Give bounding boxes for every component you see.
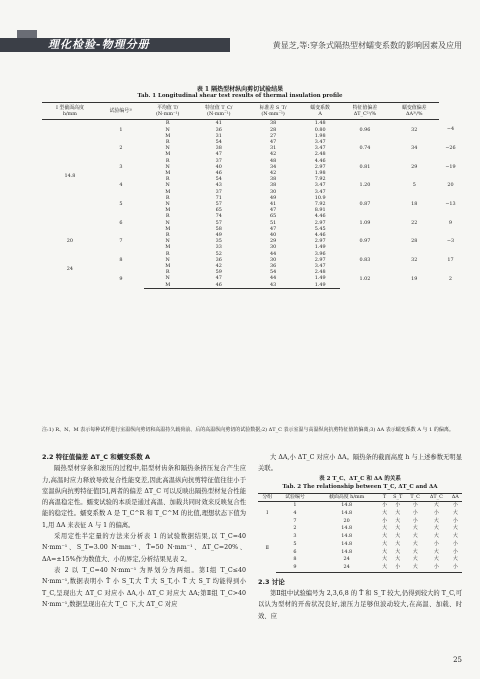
- table2-cell: 大: [395, 517, 401, 524]
- tc-deviation-cell: 29: [411, 163, 418, 170]
- std-dev-cell: 2.48: [314, 151, 326, 158]
- tc-deviation-cell: 19: [411, 275, 418, 282]
- condition-cell: N: [165, 275, 170, 282]
- page-number: 25: [453, 656, 462, 664]
- table2-cell: 小: [452, 517, 458, 524]
- table2-cell: 小: [452, 540, 458, 547]
- table2-cell: 5: [293, 540, 297, 547]
- std-dev-cell: 3.47: [314, 263, 326, 270]
- characteristic-value-cell: 44: [269, 275, 277, 282]
- std-dev-cell: 10.9: [314, 194, 326, 201]
- table2-cell: 9: [276, 564, 313, 572]
- std-dev-cell: 2.97: [314, 256, 326, 263]
- table2-cell: 大: [395, 548, 401, 555]
- mean-value-cell: 57: [215, 219, 222, 226]
- condition-cell: M: [165, 188, 171, 195]
- table2-cell: 小: [389, 564, 406, 572]
- mean-value-cell: 47: [215, 275, 222, 282]
- table2-cell: 14.8: [341, 533, 353, 540]
- table2-cell: 14.8: [341, 540, 353, 547]
- table1-header-cell: 平均值 T/ (N·mm⁻¹): [144, 103, 191, 120]
- table2-cell: 小: [449, 564, 462, 572]
- mean-value-cell: 38: [215, 145, 222, 152]
- mean-value-cell: 43: [215, 182, 222, 189]
- table2-cell: 大: [382, 540, 387, 547]
- condition-cell: R: [165, 213, 170, 220]
- characteristic-value-cell: 47: [269, 225, 277, 232]
- specimen-id-cell: 5: [119, 201, 123, 208]
- table1-note: 注:1) R、N、M 表示每种试样进行室温纵向剪切和高温持久载荷前、后的高温纵向剪切的试验数据;2) ΔT_C 表示室温与高温纵向抗剪特征值的偏离;3) ΔA 表示蠕变系数 A 与 1 的偏离。: [42, 427, 454, 433]
- table1-header-cell: 特征值 T_C/ (N·mm⁻¹): [191, 103, 246, 120]
- table2-header-cell: 截面高度 h/mm: [313, 493, 379, 502]
- table1: [42, 102, 462, 289]
- table2-cell: 24: [343, 556, 350, 563]
- table2-header-cell: T̄: [380, 493, 389, 502]
- std-dev-cell: 2.48: [314, 269, 326, 276]
- std-dev-cell: 4.46: [314, 232, 326, 239]
- table2-cell: 大: [382, 525, 387, 532]
- table2-cell: 4: [293, 510, 297, 516]
- table2-cell: 大: [382, 548, 387, 555]
- condition-cell: N: [165, 163, 170, 170]
- specimen-id-cell: 6: [119, 219, 123, 226]
- table2-cell: 小: [424, 564, 449, 572]
- std-dev-cell: 5.45: [314, 225, 326, 232]
- height-cell: 24: [66, 266, 74, 273]
- std-dev-cell: 7.92: [314, 201, 326, 208]
- table1-header-cell: 蠕变值偏差 ΔA³⁾/%: [390, 103, 439, 120]
- table-row: [258, 502, 462, 510]
- table2-header-cell: ΔA: [449, 493, 462, 502]
- table2-cell: 14.8: [341, 502, 353, 509]
- table2-header-row: [258, 493, 462, 502]
- table2-cell: 2: [293, 525, 297, 532]
- table2-cell: 14.8: [341, 525, 353, 532]
- std-dev-cell: 1.49: [314, 275, 326, 282]
- specimen-id-cell: 4: [119, 182, 123, 189]
- table2-cell: 大: [395, 540, 401, 547]
- mean-value-cell: 35: [215, 238, 222, 245]
- mean-value-cell: 71: [215, 194, 222, 201]
- specimen-id-cell: 7: [119, 238, 123, 245]
- characteristic-value-cell: 38: [269, 182, 277, 189]
- characteristic-value-cell: 31: [269, 145, 277, 152]
- mean-value-cell: 46: [215, 170, 222, 177]
- condition-cell: M: [165, 170, 171, 177]
- table2-cell: 大: [395, 510, 401, 516]
- std-dev-cell: 1.49: [300, 282, 340, 289]
- condition-cell: M: [165, 151, 171, 158]
- characteristic-value-cell: 54: [269, 269, 277, 276]
- table-row: [42, 120, 462, 127]
- characteristic-value-cell: 47: [269, 207, 277, 214]
- a-deviation-cell: −19: [445, 163, 456, 170]
- condition-cell: M: [165, 207, 171, 214]
- std-dev-cell: 8.91: [314, 207, 326, 214]
- table2: [258, 493, 462, 573]
- a-deviation-cell: 20: [447, 182, 454, 189]
- table2-cell: 3: [293, 533, 297, 540]
- characteristic-value-cell: 65: [269, 213, 277, 220]
- characteristic-value-cell: 48: [269, 157, 277, 164]
- tc-deviation-cell: 32: [411, 126, 418, 133]
- table2-cell: 大: [412, 540, 418, 547]
- running-title: 黄显芝,等:穿条式隔热型材蠕变系数的影响因素及应用: [272, 41, 462, 50]
- mean-value-cell: 46: [191, 282, 246, 289]
- table2-cell: 大: [380, 564, 389, 572]
- characteristic-value-cell: 27: [269, 132, 277, 139]
- table2-cell: 小: [412, 517, 418, 524]
- table2-header-cell: 试验编号: [276, 493, 313, 502]
- characteristic-value-cell: 49: [269, 194, 277, 201]
- characteristic-value-cell: 42: [269, 170, 277, 177]
- mean-value-cell: 36: [215, 256, 222, 263]
- table2-cell: 大: [395, 533, 401, 540]
- mean-value-cell: 41: [215, 120, 222, 127]
- condition-cell: R: [165, 194, 170, 201]
- std-dev-cell: 1.48: [314, 120, 326, 127]
- left-column: [42, 452, 246, 610]
- characteristic-value-cell: 29: [269, 238, 277, 245]
- table-row: [258, 564, 462, 572]
- table-row: [258, 518, 462, 526]
- table2-cell: 大: [452, 510, 458, 516]
- a-deviation-cell: 9: [448, 219, 453, 226]
- creep-coefficient-cell: 0.97: [359, 238, 371, 245]
- mean-value-cell: 54: [215, 139, 222, 146]
- mean-value-cell: 37: [215, 188, 222, 195]
- std-dev-cell: 1.49: [314, 244, 326, 251]
- paragraph: 采用定性半定量的方法来分析表 1 的试验数据结果,以 T_C=40 N·mm⁻¹、S_T=3.00 N·mm⁻¹、T̄=50 N·mm⁻¹、ΔT_C=20%、ΔA=±15%作为数值大、小的界定,分析结果见表 2。: [42, 533, 246, 563]
- std-dev-cell: 4.46: [314, 213, 326, 220]
- tc-deviation-cell: 5: [412, 182, 416, 189]
- journal-title: 理化检验-物理分册: [48, 38, 150, 51]
- mean-value-cell: 36: [215, 126, 222, 133]
- mean-value-cell: 42: [215, 263, 222, 270]
- std-dev-cell: 3.47: [314, 145, 326, 152]
- mean-value-cell: 33: [215, 244, 222, 251]
- table2-cell: 20: [343, 517, 350, 524]
- condition-cell: R: [165, 157, 170, 164]
- table2-cell: 大: [412, 533, 418, 540]
- mean-value-cell: 58: [215, 225, 222, 232]
- table1-header-cell: 蠕变系数 A: [300, 103, 340, 120]
- table2-header-cell: S_T: [389, 493, 406, 502]
- tc-deviation-cell: 32: [411, 256, 418, 263]
- table1-title-zh: 表 1 隔热型材纵向剪切试验结果: [196, 86, 284, 93]
- section-heading-2-2: 2.2 特征值偏差 ΔT_C 和蠕变系数 A: [42, 453, 151, 461]
- condition-cell: M: [165, 244, 171, 251]
- group-label-cell: Ⅰ: [266, 510, 269, 516]
- table2-cell: 大: [452, 556, 458, 563]
- table-row: [258, 541, 462, 549]
- std-dev-cell: 3.47: [314, 188, 326, 195]
- creep-coefficient-cell: 0.74: [359, 145, 371, 152]
- right-column: [258, 452, 462, 622]
- table2-cell: 6: [293, 548, 297, 555]
- table2-cell: 小: [395, 502, 401, 509]
- condition-cell: R: [165, 139, 170, 146]
- characteristic-value-cell: 51: [269, 219, 277, 226]
- condition-cell: R: [165, 269, 170, 276]
- table2-cell: 大: [433, 548, 439, 555]
- section-heading-2-3: 2.3 讨论: [258, 577, 285, 586]
- table2-cell: 小: [433, 540, 439, 547]
- condition-cell: N: [165, 145, 170, 152]
- table-row: [258, 549, 462, 557]
- characteristic-value-cell: 47: [269, 139, 277, 146]
- table2-cell: 大: [412, 548, 418, 555]
- table1-header-row: [42, 103, 462, 120]
- table2-cell: 大: [412, 525, 418, 532]
- table-row: [258, 525, 462, 533]
- mean-value-cell: 52: [215, 250, 222, 257]
- mean-value-cell: 54: [215, 176, 222, 183]
- table2-cell: 8: [293, 556, 297, 563]
- tc-deviation-cell: 28: [411, 238, 418, 245]
- std-dev-cell: 0.80: [314, 126, 326, 133]
- table2-cell: 大: [395, 556, 401, 563]
- paragraph: 第Ⅱ组中试验编号为 2,3,6,8 的 T̄ 和 S_T 较大,仍得到较大的 T_C,可以认为型材的开齿状况良好,滚压力足够但波动较大,在高温、加载、时效、应: [258, 589, 462, 620]
- std-dev-cell: 2.97: [314, 219, 326, 226]
- mean-value-cell: 47: [215, 151, 222, 158]
- paragraph: 表 2 以 T_C=40 N·mm⁻¹ 为界划分为两组。第Ⅰ组 T_C≤40 N·mm⁻¹,数据表明小 T̄ 小 S_T,大 T̄ 大 S_T,小 T̄ 大 S_T 均能得到小 T_C,呈现出大 ΔT_C 对应小 ΔA,小 ΔT_C 对应大 ΔA;第Ⅱ组 T_C>40 N·mm⁻¹,数据呈现出在大 T_C 下,大 ΔT_C 对应: [42, 566, 246, 608]
- condition-cell: N: [165, 201, 170, 208]
- table2-cell: 大: [406, 564, 424, 572]
- std-dev-cell: 7.92: [314, 176, 326, 183]
- condition-cell: M: [165, 225, 171, 232]
- table1-header-cell: 试验编号¹⁾: [98, 103, 144, 120]
- characteristic-value-cell: 38: [269, 120, 277, 127]
- table2-header-cell: T_C: [406, 493, 424, 502]
- creep-coefficient-cell: 0.87: [359, 201, 371, 208]
- tc-deviation-cell: 18: [411, 201, 418, 208]
- condition-cell: R: [165, 232, 170, 239]
- table2-cell: 大: [382, 510, 387, 516]
- condition-cell: M: [165, 132, 171, 139]
- characteristic-value-cell: 36: [269, 263, 277, 270]
- mean-value-cell: 37: [215, 157, 222, 164]
- creep-coefficient-cell: 1.20: [359, 182, 371, 189]
- characteristic-value-cell: 44: [269, 250, 277, 257]
- a-deviation-cell: 2: [448, 275, 453, 282]
- table2-cell: 小: [412, 510, 418, 516]
- std-dev-cell: 2.97: [314, 238, 326, 245]
- condition-cell: M: [144, 282, 191, 289]
- group-label-cell: Ⅱ: [265, 544, 269, 551]
- characteristic-value-cell: 43: [246, 282, 300, 289]
- table1-title-en: Tab. 1 Longitudinal shear test results of thermal insulation profile: [137, 93, 343, 99]
- paragraph: 大 ΔA,小 ΔT_C 对应小 ΔA。隔热条的截面高度 h 与上述参数无明显关联。: [258, 454, 462, 473]
- table2-cell: 大: [433, 556, 439, 563]
- mean-value-cell: 59: [215, 269, 222, 276]
- table2-cell: 大: [433, 533, 439, 540]
- a-deviation-cell: 17: [447, 256, 454, 263]
- characteristic-value-cell: 28: [269, 126, 277, 133]
- characteristic-value-cell: 30: [269, 244, 277, 251]
- paragraph: 隔热型材穿条和滚压的过程中,铝型材齿条和隔热条挤压复合产生应力,高温时应力释放导致复合性能变差,因此高温纵向抗剪特征值往往小于室温纵向抗剪特征值[5],两者的偏差 ΔT_C 可以反映出隔热型材复合性能的高温稳定性。蠕变试验的本质是通过高温、加载共同时效来反映复合性能的稳定性。蠕变系数 A 是 T_C^R 和 T_C^M 的比值,理想状态下值为 1,用 ΔA 来表征 A 与 1 的偏离。: [42, 465, 246, 529]
- condition-cell: R: [165, 176, 170, 183]
- height-cell: 14.8: [64, 173, 76, 180]
- table2-cell: 14.8: [341, 548, 353, 555]
- table2-cell: 小: [452, 502, 458, 509]
- std-dev-cell: 1.98: [314, 170, 326, 177]
- characteristic-value-cell: 34: [269, 163, 277, 170]
- table1-header-cell: I 型截面高度 h/mm: [42, 103, 98, 120]
- std-dev-cell: 1.98: [314, 132, 326, 139]
- a-deviation-cell: −3: [446, 238, 455, 245]
- table2-cell: 24: [313, 564, 379, 572]
- table2-title-en: Tab. 2 The relationship between T_C, ΔT_C and ΔA: [282, 483, 438, 490]
- tc-deviation-cell: 34: [411, 145, 418, 152]
- table2-body: [258, 502, 462, 572]
- mean-value-cell: 74: [215, 213, 222, 220]
- table2-cell: 小: [382, 502, 387, 509]
- table2-cell: 大: [433, 502, 439, 509]
- table1-header-cell: 标准差 S_T/ (N·mm⁻¹): [246, 103, 300, 120]
- condition-cell: N: [165, 126, 170, 133]
- characteristic-value-cell: 42: [269, 151, 277, 158]
- mean-value-cell: 57: [215, 201, 222, 208]
- mean-value-cell: 40: [215, 163, 222, 170]
- creep-coefficient-cell: 1.02: [359, 275, 371, 282]
- table2-cell: 大: [452, 525, 458, 532]
- specimen-id-cell: 8: [119, 256, 123, 263]
- table2-cell: 大: [452, 533, 458, 540]
- table2-cell: 7: [293, 517, 297, 524]
- condition-cell: N: [165, 256, 170, 263]
- table-row: [258, 510, 462, 518]
- mean-value-cell: 31: [215, 132, 222, 139]
- condition-cell: R: [165, 250, 170, 257]
- condition-cell: R: [165, 120, 170, 127]
- std-dev-cell: 4.46: [314, 157, 326, 164]
- table2-cell: 大: [382, 556, 387, 563]
- condition-cell: N: [165, 182, 170, 189]
- table2-cell: 1: [293, 502, 297, 509]
- table2-header-cell: ΔT_C: [424, 493, 449, 502]
- condition-cell: N: [165, 219, 170, 226]
- table2-cell: 大: [433, 517, 439, 524]
- table2-cell: 大: [412, 556, 418, 563]
- creep-coefficient-cell: 0.96: [359, 126, 371, 133]
- mean-value-cell: 49: [215, 232, 222, 239]
- table1-header-cell: 特征值偏差 ΔT_C²⁾/%: [340, 103, 389, 120]
- characteristic-value-cell: 30: [269, 188, 277, 195]
- characteristic-value-cell: 40: [269, 232, 277, 239]
- a-deviation-cell: −13: [445, 201, 456, 208]
- table2-cell: 小: [433, 510, 439, 516]
- table-row: [258, 533, 462, 541]
- std-dev-cell: 2.97: [314, 163, 326, 170]
- a-deviation-cell: −4: [446, 126, 455, 133]
- height-cell: 20: [66, 238, 74, 245]
- creep-coefficient-cell: 0.81: [359, 163, 371, 170]
- table2-cell: 大: [382, 533, 387, 540]
- std-dev-cell: 3.96: [314, 250, 326, 257]
- condition-cell: N: [165, 238, 170, 245]
- table2-cell: 大: [395, 525, 401, 532]
- table2-cell: 小: [382, 517, 387, 524]
- tc-deviation-cell: 22: [411, 219, 418, 226]
- characteristic-value-cell: 38: [269, 176, 277, 183]
- a-deviation-cell: −26: [445, 145, 456, 152]
- mean-value-cell: 65: [215, 207, 222, 214]
- table-row: [258, 556, 462, 564]
- table2-cell: 小: [412, 502, 418, 509]
- page-header: [0, 0, 480, 62]
- std-dev-cell: 3.47: [314, 139, 326, 146]
- specimen-id-cell: 3: [119, 163, 123, 170]
- specimen-id-cell: 2: [119, 145, 123, 152]
- table2-cell: 大: [433, 525, 439, 532]
- creep-coefficient-cell: 0.83: [359, 256, 371, 263]
- condition-cell: M: [165, 263, 171, 270]
- table2-header-cell: 分组: [258, 493, 276, 502]
- table2-cell: 14.8: [341, 510, 353, 516]
- table2-cell: 小: [452, 548, 458, 555]
- specimen-id-cell: 9: [119, 275, 123, 282]
- characteristic-value-cell: 30: [269, 256, 277, 263]
- std-dev-cell: 3.47: [314, 182, 326, 189]
- characteristic-value-cell: 41: [269, 201, 277, 208]
- creep-coefficient-cell: 1.09: [359, 219, 371, 226]
- table2-title-zh: 表 2 T_C、ΔT_C 和 ΔA 的关系: [319, 475, 401, 482]
- table1-body: [42, 120, 462, 288]
- specimen-id-cell: 1: [119, 126, 123, 133]
